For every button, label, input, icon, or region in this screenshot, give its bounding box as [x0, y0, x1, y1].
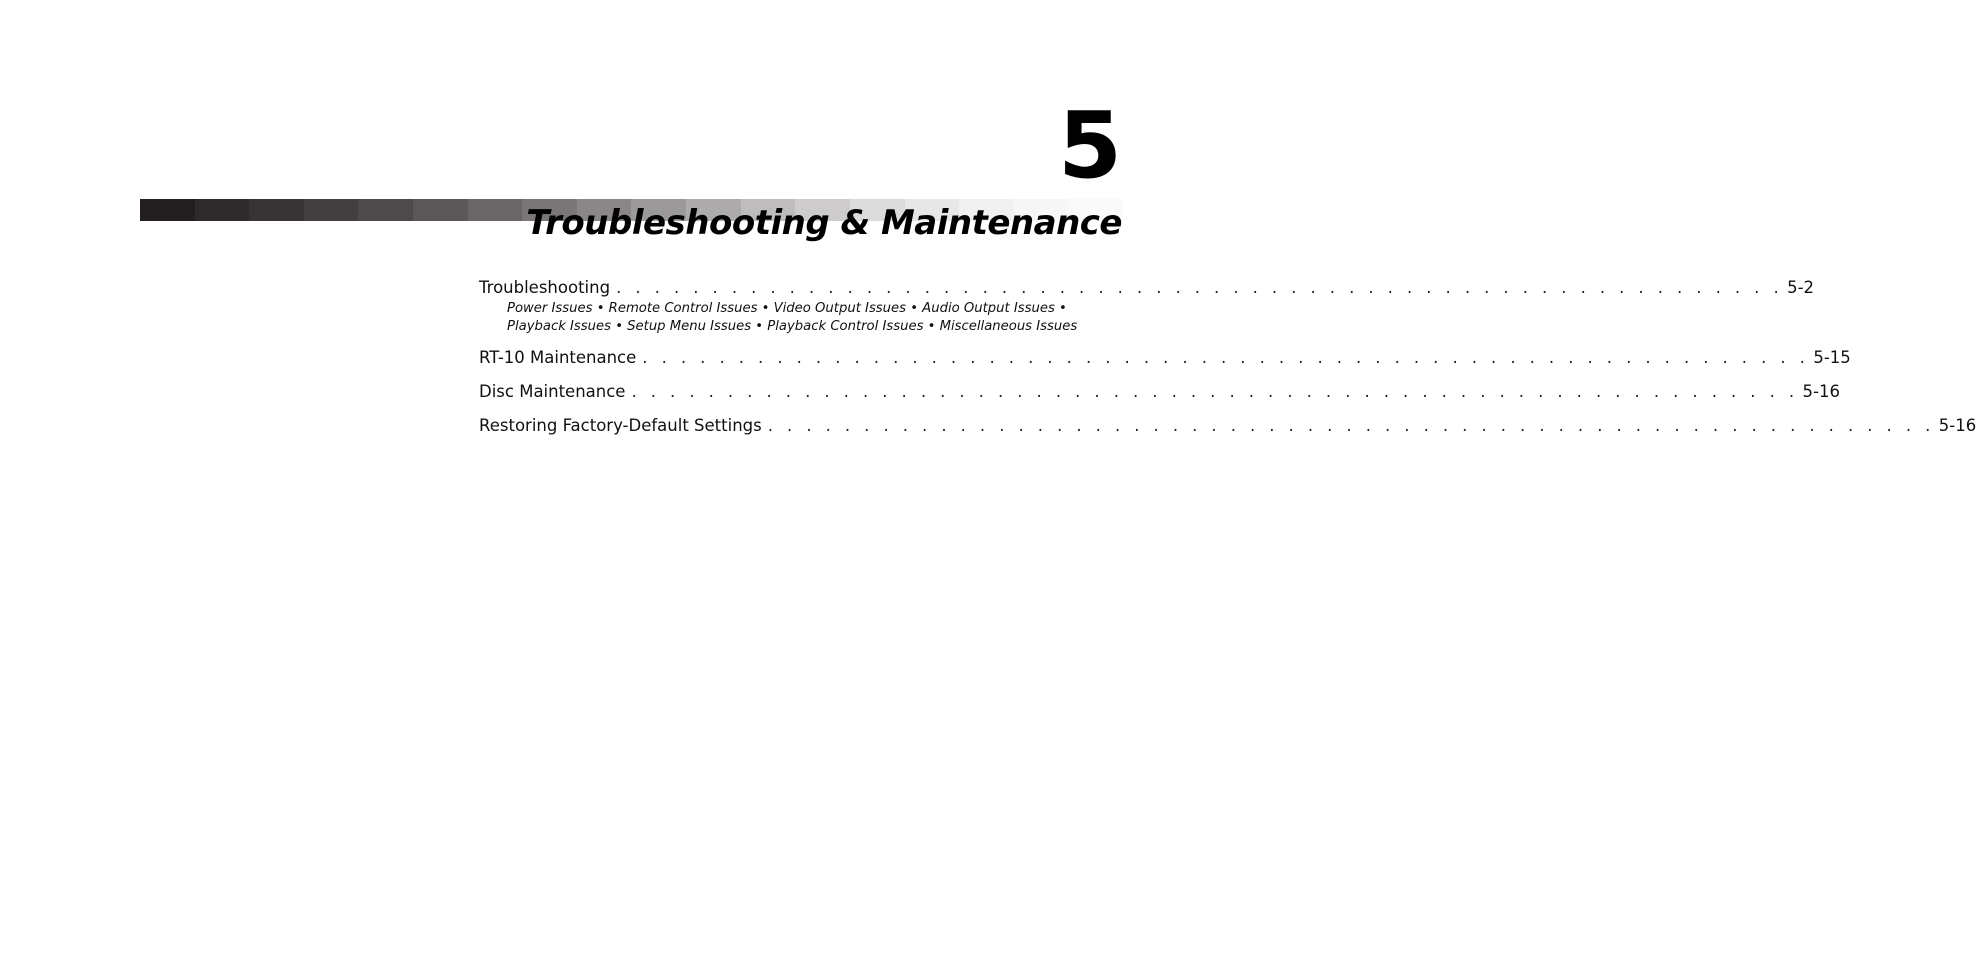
gradient-bar-segment: [140, 199, 195, 221]
gradient-bar-segment: [468, 199, 523, 221]
toc-entry-rt10-maintenance[interactable]: [479, 346, 1851, 370]
toc-subtopics-line: Playback Issues • Setup Menu Issues • Playback Control Issues • Miscellaneous Issues: [507, 319, 1078, 334]
dot-leader: . . . . . . . . . . . . . . . . . . . . . . . . . . . . . . . . . . . . . . . . . . . . . . . . . . . . . . . . . . . . .: [767, 416, 1935, 435]
toc-entry-label: Disc Maintenance: [479, 382, 626, 401]
toc-entry-page: 5-15: [1813, 348, 1851, 367]
chapter-title: Troubleshooting & Maintenance: [526, 203, 1122, 243]
toc-entry-restoring-defaults[interactable]: [479, 414, 1976, 438]
table-of-contents: [479, 276, 1976, 438]
dot-leader: . . . . . . . . . . . . . . . . . . . . . . . . . . . . . . . . . . . . . . . . . . . . . . . . . . . . . . . . . . . . .: [631, 382, 1799, 401]
gradient-bar-segment: [195, 199, 250, 221]
dot-leader: . . . . . . . . . . . . . . . . . . . . . . . . . . . . . . . . . . . . . . . . . . . . . . . . . . . . . . . . . . . . .: [642, 348, 1810, 367]
gradient-bar-segment: [358, 199, 413, 221]
chapter-number: 5: [1057, 92, 1121, 199]
toc-entry-troubleshooting[interactable]: [479, 276, 1815, 300]
toc-entry-page: 5-16: [1938, 416, 1976, 435]
toc-entry-page: 5-16: [1802, 382, 1840, 401]
toc-subtopics-line: Power Issues • Remote Control Issues • Video Output Issues • Audio Output Issues •: [507, 301, 1067, 316]
gradient-bar-segment: [304, 199, 359, 221]
gradient-bar-segment: [249, 199, 304, 221]
toc-entry-label: Restoring Factory-Default Settings: [479, 416, 762, 435]
toc-entry-label: RT-10 Maintenance: [479, 348, 637, 367]
gradient-bar-segment: [413, 199, 468, 221]
toc-entry-page: 5-2: [1787, 278, 1815, 297]
toc-entry-disc-maintenance[interactable]: [479, 380, 1840, 404]
dot-leader: . . . . . . . . . . . . . . . . . . . . . . . . . . . . . . . . . . . . . . . . . . . . . . . . . . . . . . . . . . . . .: [616, 278, 1784, 297]
toc-entry-subtopics: [507, 300, 1121, 336]
toc-entry-label: Troubleshooting: [479, 278, 611, 297]
